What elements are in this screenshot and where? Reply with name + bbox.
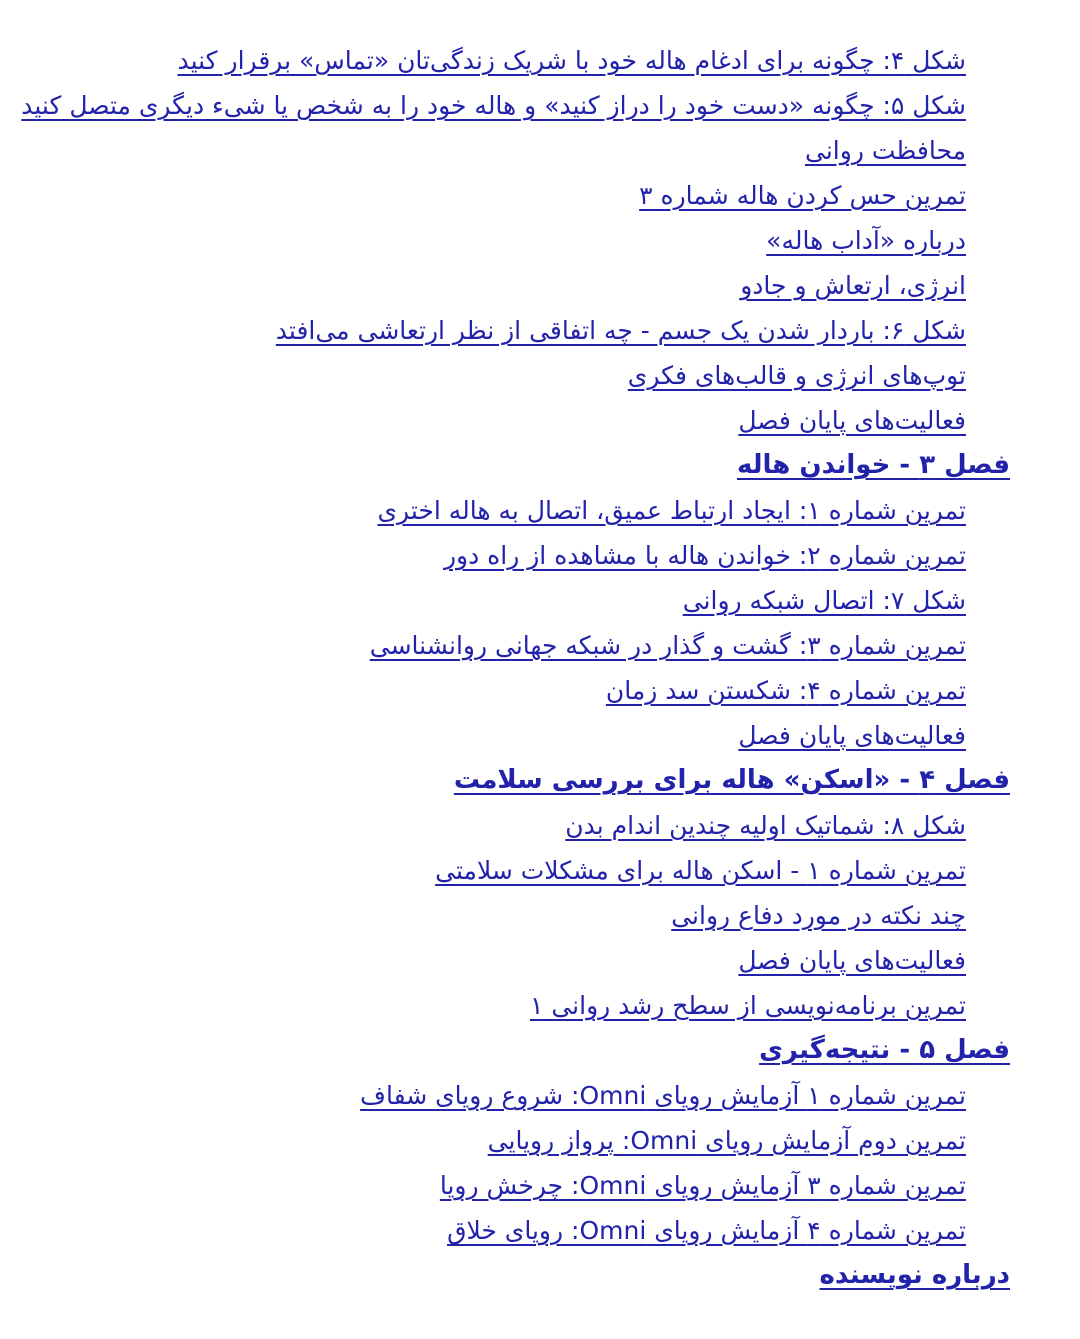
toc-row (0, 533, 1080, 578)
toc-entry-link[interactable]: فعالیت‌های پایان فصل (738, 946, 966, 975)
toc-entry-link[interactable]: توپ‌های انرژی و قالب‌های فکری (627, 361, 966, 390)
toc-row (0, 578, 1080, 623)
toc-entry-link[interactable]: فصل ۵ - نتیجه‌گیری (759, 1035, 1010, 1065)
toc-entry-link[interactable]: تمرین شماره ۴ آزمایش رویای Omni: رویای خلاق (447, 1216, 966, 1245)
toc-row (0, 803, 1080, 848)
toc-row (0, 128, 1080, 173)
toc-entry-link[interactable]: تمرین شماره ۱: ایجاد ارتباط عمیق، اتصال به هاله اختری (377, 496, 966, 525)
toc-row (0, 668, 1080, 713)
toc-row (0, 758, 1080, 803)
toc-row (0, 1163, 1080, 1208)
toc-entry-link[interactable]: شکل ۵: چگونه «دست خود را دراز کنید» و هاله خود را به شخص یا شیء دیگری متصل کنید (21, 91, 966, 120)
toc-row (0, 353, 1080, 398)
toc-row (0, 443, 1080, 488)
toc-entry-link[interactable]: شکل ۴: چگونه برای ادغام هاله خود با شریک زندگی‌تان «تماس» برقرار کنید (177, 46, 966, 75)
toc-entry-link[interactable]: تمرین دوم آزمایش رویای Omni: پرواز رویایی (487, 1126, 966, 1155)
toc-entry-link[interactable]: محافظت روانی (805, 136, 966, 165)
toc-entry-link[interactable]: تمرین شماره ۱ - اسکن هاله برای مشکلات سلامتی (435, 856, 966, 885)
toc-entry-link[interactable]: تمرین برنامه‌نویسی از سطح رشد روانی ۱ (529, 991, 966, 1020)
toc-row (0, 713, 1080, 758)
toc-entry-link[interactable]: انرژی، ارتعاش و جادو (740, 271, 966, 300)
toc-entry-link[interactable]: تمرین حس کردن هاله شماره ۳ (639, 181, 966, 210)
toc-entry-link[interactable]: شکل ۷: اتصال شبکه روانی (682, 586, 966, 615)
toc-entry-link[interactable]: شکل ۸: شماتیک اولیه چندین اندام بدن (565, 811, 966, 840)
toc-row (0, 623, 1080, 668)
toc-row (0, 848, 1080, 893)
toc-entry-link[interactable]: تمرین شماره ۴: شکستن سد زمان (605, 676, 966, 705)
toc-row (0, 1208, 1080, 1253)
toc-row (0, 1118, 1080, 1163)
toc-entry-link[interactable]: تمرین شماره ۳: گشت و گذار در شبکه جهانی روانشناسی (369, 631, 966, 660)
toc-row (0, 488, 1080, 533)
toc-row (0, 983, 1080, 1028)
toc-row (0, 398, 1080, 443)
toc-row (0, 308, 1080, 353)
toc-row (0, 38, 1080, 83)
toc-entry-link[interactable]: درباره «آداب هاله» (766, 226, 966, 255)
toc-entry-link[interactable]: شکل ۶: باردار شدن یک جسم - چه اتفاقی از نظر ارتعاشی می‌افتد (275, 316, 966, 345)
toc-entry-link[interactable]: چند نکته در مورد دفاع روانی (671, 901, 966, 930)
toc-row (0, 1253, 1080, 1298)
toc-row (0, 173, 1080, 218)
toc-entry-link[interactable]: فصل ۳ - خواندن هاله (737, 450, 1010, 480)
toc-row (0, 1073, 1080, 1118)
toc-row (0, 263, 1080, 308)
toc-entry-link[interactable]: تمرین شماره ۲: خواندن هاله با مشاهده از راه دور (443, 541, 966, 570)
toc-row (0, 893, 1080, 938)
toc-entry-link[interactable]: فصل ۴ - «اسکن» هاله برای بررسی سلامت (453, 765, 1010, 795)
toc-entry-link[interactable]: تمرین شماره ۳ آزمایش رویای Omni: چرخش رویا (439, 1171, 966, 1200)
toc-entry-link[interactable]: تمرین شماره ۱ آزمایش رویای Omni: شروع رویای شفاف (360, 1081, 966, 1110)
toc-row (0, 938, 1080, 983)
toc-entry-link[interactable]: فعالیت‌های پایان فصل (738, 721, 966, 750)
toc-entry-link[interactable]: فعالیت‌های پایان فصل (738, 406, 966, 435)
toc-row (0, 83, 1080, 128)
toc-row (0, 218, 1080, 263)
toc-row (0, 1028, 1080, 1073)
toc-entry-link[interactable]: درباره نویسنده (819, 1260, 1010, 1290)
